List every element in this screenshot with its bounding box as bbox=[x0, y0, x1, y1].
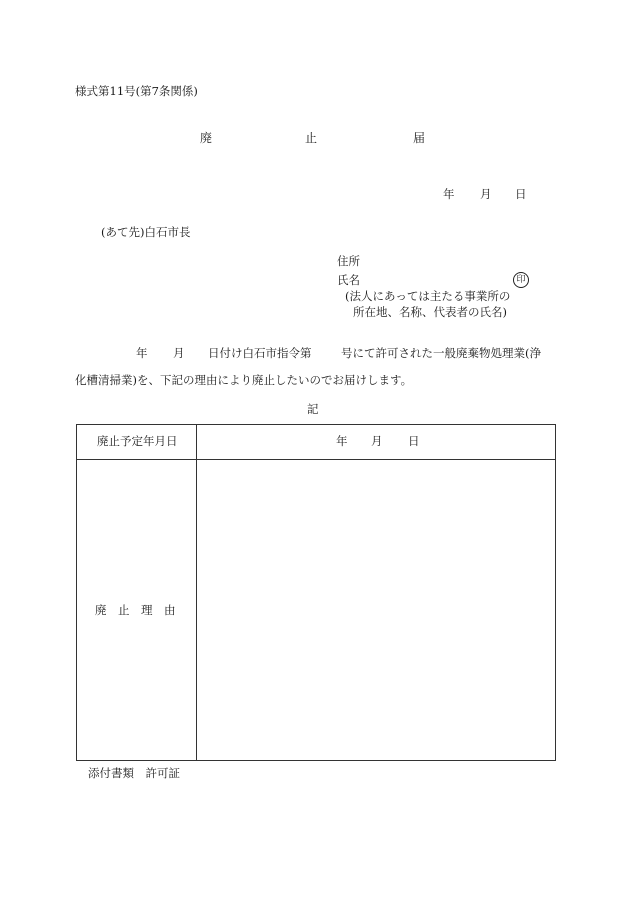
seal-mark: 印 bbox=[513, 272, 529, 288]
addressee: (あて先)白石市長 bbox=[101, 225, 191, 239]
table-horizontal-divider bbox=[77, 459, 555, 460]
address-label: 住所 bbox=[337, 254, 360, 268]
body-text-part2: 号にて許可された一般廃棄物処理業(浄 bbox=[341, 346, 541, 360]
corporation-note-line1: (法人にあっては主たる事業所の bbox=[345, 289, 511, 303]
body-text-part1: 日付け白石市指令第 bbox=[208, 346, 312, 360]
reason-label: 廃 止 理 由 bbox=[95, 603, 176, 617]
date-day-label: 日 bbox=[515, 187, 527, 201]
body-year-label: 年 bbox=[136, 346, 148, 360]
form-table bbox=[76, 424, 556, 761]
planned-year-label: 年 bbox=[336, 434, 348, 448]
title-char-2: 止 bbox=[305, 131, 318, 145]
form-number: 様式第11号(第7条関係) bbox=[75, 84, 198, 98]
date-year-label: 年 bbox=[443, 187, 455, 201]
attachment-note: 添付書類 許可証 bbox=[88, 766, 180, 780]
body-text-line2: 化槽清掃業)を、下記の理由により廃止したいのでお届けします。 bbox=[75, 373, 413, 387]
name-label: 氏名 bbox=[337, 273, 360, 287]
corporation-note-line2: 所在地、名称、代表者の氏名) bbox=[353, 305, 507, 319]
body-month-label: 月 bbox=[173, 346, 185, 360]
table-vertical-divider bbox=[196, 425, 197, 760]
title-char-1: 廃 bbox=[200, 131, 213, 145]
ki-heading: 記 bbox=[307, 402, 319, 416]
title-char-3: 届 bbox=[413, 131, 426, 145]
planned-month-label: 月 bbox=[371, 434, 383, 448]
planned-date-label: 廃止予定年月日 bbox=[97, 434, 178, 448]
planned-day-label: 日 bbox=[408, 434, 420, 448]
date-month-label: 月 bbox=[480, 187, 492, 201]
